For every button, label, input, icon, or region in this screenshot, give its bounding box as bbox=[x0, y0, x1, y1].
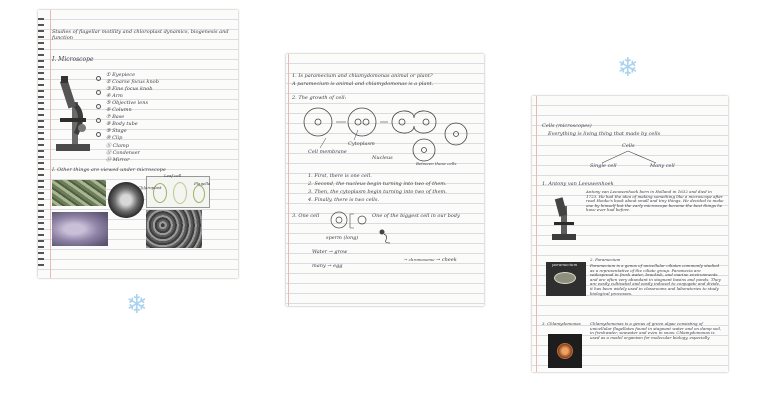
part-item: ⑪ Clamp bbox=[106, 143, 129, 149]
diagram-label: Nucleus bbox=[372, 155, 393, 161]
step-item: 1. First, there is one cell. bbox=[308, 173, 372, 179]
spiral-binding bbox=[38, 18, 44, 270]
part-item: ⑤ Objective lens bbox=[106, 100, 149, 106]
label-dot bbox=[96, 76, 101, 81]
step-item: 4. Finally, there is two cells. bbox=[308, 197, 380, 203]
note-text: → cheek bbox=[436, 257, 457, 263]
part-item: ① Eyepiece bbox=[106, 72, 136, 78]
micrograph-photo bbox=[146, 210, 202, 248]
part-item: ③ Fine focus knob bbox=[106, 86, 153, 92]
step-item: 3. Then, the cytoplasm begin turning into two of them. bbox=[308, 189, 447, 195]
cell-sketch bbox=[173, 182, 187, 204]
paragraph: Paramecium is a genus of unicellular ciliates commonly studied as a representative of the ciliate group. Paramecia are widespread in fresh water, brackish, and marine environments and are often very abundant in stagnant basins and ponds. They are easily cultivated and easily induced to conjugate and divide, it has been widely used in classrooms and laboratories to study biological processes. bbox=[590, 263, 721, 296]
chlamydomonas-cell bbox=[557, 343, 573, 359]
part-item: ⑥ Column bbox=[106, 107, 132, 113]
section-heading: 3. Chlamydomonas bbox=[542, 321, 581, 326]
part-item: ⑫ Condenser bbox=[106, 150, 140, 156]
question: 3. One cell bbox=[292, 213, 320, 219]
page-title: Studies of flagellar motility and chloroplast dynamics, biogenesis and function bbox=[52, 29, 229, 41]
margin-line bbox=[50, 10, 51, 278]
section-heading: I. Other things are viewed under microscope bbox=[52, 167, 166, 173]
question: 1. Is paramecium and chlamydomonas animal or plant? bbox=[292, 73, 433, 79]
part-item: ⑧ Body tube bbox=[106, 121, 138, 127]
notebook-page-3 bbox=[532, 96, 728, 372]
snowflake-icon: ❄ bbox=[617, 53, 639, 83]
label-dot bbox=[96, 104, 101, 109]
diagram-label: Cytoplasm bbox=[348, 141, 375, 147]
tree-right: Many cell bbox=[650, 163, 675, 169]
sperm-sketch bbox=[378, 228, 394, 244]
cell-tree-lines bbox=[592, 150, 672, 164]
photo-label: Flagella bbox=[194, 181, 211, 186]
photo-label: Chloroplast bbox=[138, 185, 162, 190]
note-text: Water → grow bbox=[312, 249, 348, 255]
photo-label: paramecium bbox=[552, 262, 578, 267]
paragraph: Chlamydomonas is a genus of green algae consisting of unicellular flagellates found in stagnant water and on damp soil, in freshwater, seawater and even in snow. Chlamydomonas is used as a model organism for molecular biology, especially bbox=[590, 321, 722, 340]
part-item: ⑦ Base bbox=[106, 114, 125, 120]
diagram-label: Cell membrane bbox=[308, 149, 347, 155]
label-dot bbox=[96, 118, 101, 123]
photo-label: Leaf cell bbox=[164, 173, 182, 178]
paramecium-cell bbox=[554, 272, 576, 284]
part-item: ② Coarse focus knob bbox=[106, 79, 159, 85]
microscope-photo bbox=[52, 74, 96, 154]
note-text: → chromosome bbox=[404, 257, 435, 262]
part-item: ⑩ Clip bbox=[106, 135, 123, 141]
page-heading: Cells (microscopes) bbox=[542, 123, 592, 129]
step-item: 2. Second, the nucleus begin turning into two of them. bbox=[308, 181, 447, 187]
answer: A paramecium is animal and chlamydomonas is a plant. bbox=[292, 81, 434, 87]
micrograph-photo bbox=[52, 212, 108, 246]
page-subheading: Everything is living thing that made by cells bbox=[548, 131, 661, 137]
chlamydomonas-photo bbox=[548, 334, 582, 368]
section-heading: 1. Antony van Leeuwenhoek bbox=[542, 181, 614, 187]
note-text: sperm (long) bbox=[326, 235, 359, 241]
egg-cell-sketch bbox=[328, 210, 368, 232]
margin-line bbox=[288, 54, 289, 306]
part-item: ⑬ Mirror bbox=[106, 157, 130, 163]
section-heading: 2. Paramecium bbox=[590, 257, 621, 262]
micrograph-photo bbox=[52, 180, 106, 206]
note-text: many → egg bbox=[312, 263, 343, 269]
note-text: One of the biggest cell in our body bbox=[372, 213, 460, 219]
question: 2. The growth of cell: bbox=[292, 95, 347, 101]
leeuwenhoek-microscope-photo bbox=[546, 196, 582, 242]
notebook-page-1 bbox=[38, 10, 238, 278]
part-item: ⑨ Stage bbox=[106, 128, 127, 134]
tree-left: Single cell bbox=[590, 163, 617, 169]
cell-sketch bbox=[193, 185, 205, 203]
paragraph: Antony van Leeuwenhoek born in Holland in 1632 and died in 1723. He had the idea of making something like a microscope after read Hooke's book about small and tiny things. He decided to make one by himself but the early microscope become the best things he have ever had before. bbox=[586, 189, 724, 213]
label-dot bbox=[96, 90, 101, 95]
label-dot bbox=[96, 132, 101, 137]
tree-root: Cells bbox=[622, 143, 635, 149]
snowflake-icon: ❄ bbox=[126, 290, 148, 320]
part-item: ④ Arm bbox=[106, 93, 123, 99]
margin-line bbox=[536, 96, 537, 372]
diagram-label: Between these cells bbox=[416, 161, 457, 166]
section-heading: I. Microscope bbox=[52, 56, 94, 63]
notebook-page-2 bbox=[286, 54, 484, 306]
